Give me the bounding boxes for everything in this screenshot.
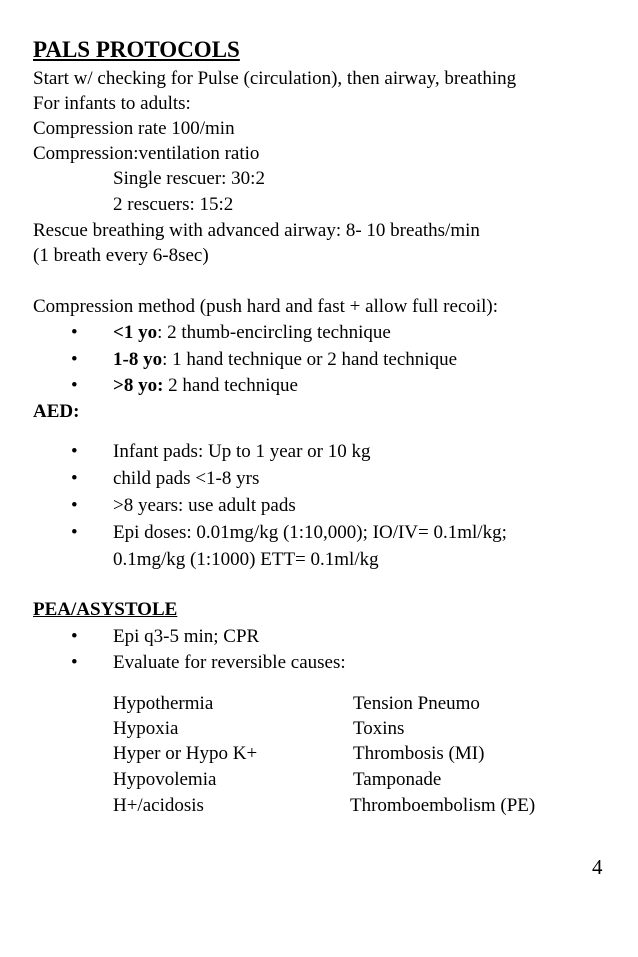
t-cause: Tension Pneumo (353, 693, 480, 714)
bullet-icon: • (71, 626, 78, 647)
ratio-two-rescuers: 2 rescuers: 15:2 (113, 194, 234, 215)
bullet-icon: • (71, 495, 78, 516)
rescue-breathing-line-1: Rescue breathing with advanced airway: 8- 10 breaths/min (33, 220, 480, 241)
h-cause: H+/acidosis (113, 795, 204, 816)
aed-item-2: child pads <1-8 yrs (113, 468, 260, 489)
bullet-icon: • (71, 349, 78, 370)
rescue-breathing-line-2: (1 breath every 6-8sec) (33, 245, 209, 266)
bullet-icon: • (71, 375, 78, 396)
compression-item-3-age: >8 yo: (113, 375, 164, 396)
bullet-icon: • (71, 441, 78, 462)
compression-item-1 (113, 322, 391, 344)
intro-line-2: For infants to adults: (33, 93, 191, 114)
intro-line-3: Compression rate 100/min (33, 118, 235, 139)
aed-item-3: >8 years: use adult pads (113, 495, 296, 516)
bullet-icon: • (71, 652, 78, 673)
bullet-icon: • (71, 522, 78, 543)
h-cause: Hypoxia (113, 718, 179, 739)
page-title: PALS PROTOCOLS (33, 37, 240, 62)
h-cause: Hyper or Hypo K+ (113, 743, 258, 764)
bullet-icon: • (71, 468, 78, 489)
t-cause: Thrombosis (MI) (353, 743, 485, 764)
aed-item-4-continuation: 0.1mg/kg (1:1000) ETT= 0.1ml/kg (113, 549, 379, 570)
compression-method-heading: Compression method (push hard and fast + allow full recoil): (33, 296, 499, 317)
t-cause: Toxins (353, 718, 405, 739)
pea-item-2: Evaluate for reversible causes: (113, 652, 346, 673)
intro-line-4: Compression:ventilation ratio (33, 143, 260, 164)
pea-item-1: Epi q3-5 min; CPR (113, 626, 260, 647)
aed-item-4: Epi doses: 0.01mg/kg (1:10,000); IO/IV= 0.1ml/kg; (113, 522, 507, 543)
compression-item-2 (113, 349, 457, 371)
ratio-single-rescuer: Single rescuer: 30:2 (113, 168, 265, 189)
compression-item-3-text: 2 hand technique (163, 375, 298, 396)
compression-item-1-age: <1 yo (113, 322, 158, 343)
page-number: 4 (592, 855, 603, 879)
compression-item-2-age: 1-8 yo (113, 349, 163, 370)
h-cause: Hypovolemia (113, 769, 217, 790)
compression-item-1-text: : 2 thumb-encircling technique (157, 322, 391, 343)
aed-item-1: Infant pads: Up to 1 year or 10 kg (113, 441, 371, 462)
t-cause: Tamponade (353, 769, 442, 790)
compression-item-3 (113, 375, 298, 397)
pea-heading: PEA/ASYSTOLE (33, 599, 178, 620)
aed-heading: AED: (33, 401, 80, 422)
compression-item-2-text: : 1 hand technique or 2 hand technique (162, 349, 458, 370)
bullet-icon: • (71, 322, 78, 343)
h-cause: Hypothermia (113, 693, 214, 714)
intro-line-1: Start w/ checking for Pulse (circulation), then airway, breathing (33, 68, 517, 89)
t-cause: Thromboembolism (PE) (350, 795, 536, 816)
